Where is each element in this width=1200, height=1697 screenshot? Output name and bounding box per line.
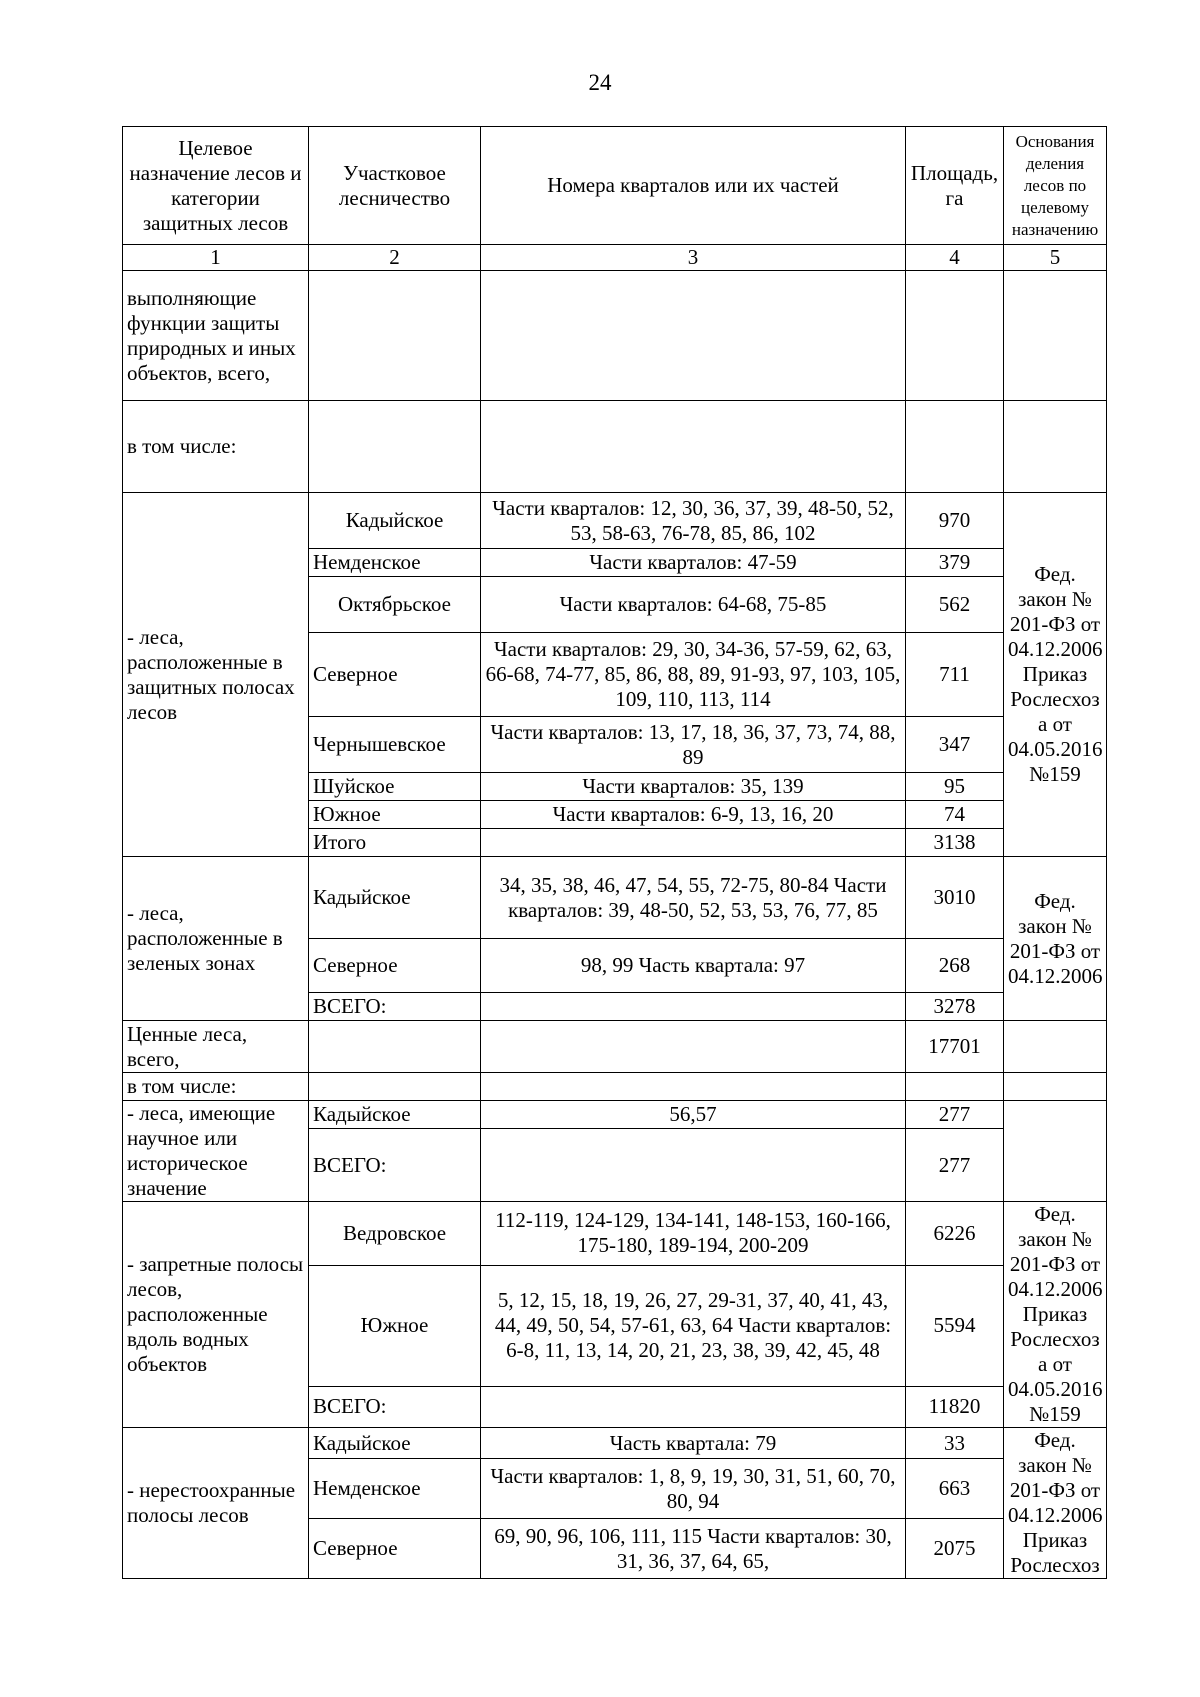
district-cell: Кадыйское xyxy=(309,493,481,549)
area-cell: 3278 xyxy=(906,993,1004,1021)
district-cell: Северное xyxy=(309,633,481,717)
quarters-cell: Части кварталов: 29, 30, 34-36, 57-59, 62, 63, 66-68, 74-77, 85, 86, 88, 89, 91-93, 97, 103, 105, 109, 110, 113, 114 xyxy=(481,633,906,717)
column-index: 3 xyxy=(481,245,906,271)
district-cell: Кадыйское xyxy=(309,857,481,939)
district-cell: Северное xyxy=(309,939,481,993)
district-cell: Шуйское xyxy=(309,773,481,801)
district-cell: Ведровское xyxy=(309,1202,481,1266)
quarters-cell: 69, 90, 96, 106, 111, 115 Части кварталов: 30, 31, 36, 37, 64, 65, xyxy=(481,1519,906,1579)
district-cell: ВСЕГО: xyxy=(309,993,481,1021)
area-cell: 268 xyxy=(906,939,1004,993)
area-cell: 347 xyxy=(906,717,1004,773)
district-cell: Кадыйское xyxy=(309,1428,481,1459)
column-index: 5 xyxy=(1004,245,1107,271)
page-number: 24 xyxy=(588,70,612,95)
basis-cell: Фед. закон № 201-ФЗ от 04.12.2006 Приказ Рослесхоз а от 04.05.2016 №159 xyxy=(1004,1202,1107,1428)
purpose-cell: - леса, имеющие научное или историческое значение xyxy=(123,1101,309,1202)
header-district: Участковое лесничество xyxy=(309,127,481,245)
header-purpose: Целевое назначение лесов и категории защитных лесов xyxy=(123,127,309,245)
district-cell: ВСЕГО: xyxy=(309,1386,481,1427)
area-cell: 33 xyxy=(906,1428,1004,1459)
district-cell: Немденское xyxy=(309,549,481,577)
area-cell: 11820 xyxy=(906,1386,1004,1427)
quarters-cell xyxy=(481,993,906,1021)
quarters-cell: 98, 99 Часть квартала: 97 xyxy=(481,939,906,993)
column-index: 4 xyxy=(906,245,1004,271)
column-index: 2 xyxy=(309,245,481,271)
quarters-cell: Части кварталов: 35, 139 xyxy=(481,773,906,801)
area-cell: 95 xyxy=(906,773,1004,801)
area-cell: 3138 xyxy=(906,829,1004,857)
header-quarters: Номера кварталов или их частей xyxy=(481,127,906,245)
quarters-cell: 5, 12, 15, 18, 19, 26, 27, 29-31, 37, 40, 41, 43, 44, 49, 50, 54, 57-61, 63, 64 Части кварталов: 6-8, 11, 13, 14, 20, 21, 23, 38, 39, 42, 45, 48 xyxy=(481,1265,906,1386)
area-cell: 970 xyxy=(906,493,1004,549)
purpose-cell: - запретные полосы лесов, расположенные вдоль водных объектов xyxy=(123,1202,309,1428)
quarters-cell: Части кварталов: 47-59 xyxy=(481,549,906,577)
basis-cell: Фед. закон № 201-ФЗ от 04.12.2006 Приказ Рослесхоз xyxy=(1004,1428,1107,1579)
header-basis: Основания деления лесов по целевому назначению xyxy=(1004,127,1107,245)
purpose-cell: - нерестоохранные полосы лесов xyxy=(123,1428,309,1579)
area-cell: 663 xyxy=(906,1459,1004,1519)
quarters-cell: Части кварталов: 1, 8, 9, 19, 30, 31, 51, 60, 70, 80, 94 xyxy=(481,1459,906,1519)
area-cell: 2075 xyxy=(906,1519,1004,1579)
area-cell: 5594 xyxy=(906,1265,1004,1386)
quarters-cell: Часть квартала: 79 xyxy=(481,1428,906,1459)
purpose-cell: - леса, расположенные в защитных полосах лесов xyxy=(123,493,309,857)
quarters-cell: 56,57 xyxy=(481,1101,906,1129)
quarters-cell: Части кварталов: 64-68, 75-85 xyxy=(481,577,906,633)
district-cell: Кадыйское xyxy=(309,1101,481,1129)
district-cell: Южное xyxy=(309,801,481,829)
area-cell: 277 xyxy=(906,1101,1004,1129)
quarters-cell: 34, 35, 38, 46, 47, 54, 55, 72-75, 80-84 Части кварталов: 39, 48-50, 52, 53, 53, 76, 77, 85 xyxy=(481,857,906,939)
area-cell: 379 xyxy=(906,549,1004,577)
area-cell: 17701 xyxy=(906,1021,1004,1073)
table-row xyxy=(123,1428,1107,1459)
table-row xyxy=(123,271,1107,401)
area-cell: 3010 xyxy=(906,857,1004,939)
district-cell: Чернышевское xyxy=(309,717,481,773)
district-cell: ВСЕГО: xyxy=(309,1129,481,1202)
table-row xyxy=(123,1073,1107,1101)
area-cell: 6226 xyxy=(906,1202,1004,1266)
quarters-cell xyxy=(481,829,906,857)
area-cell: 74 xyxy=(906,801,1004,829)
quarters-cell xyxy=(481,1386,906,1427)
table-row xyxy=(123,1101,1107,1129)
purpose-cell: Ценные леса, всего, xyxy=(123,1021,309,1073)
purpose-cell: в том числе: xyxy=(123,1073,309,1101)
district-cell: Октябрьское xyxy=(309,577,481,633)
table-row xyxy=(123,857,1107,939)
forest-purpose-table xyxy=(122,126,1107,1579)
header-area: Площадь, га xyxy=(906,127,1004,245)
quarters-cell: 112-119, 124-129, 134-141, 148-153, 160-166, 175-180, 189-194, 200-209 xyxy=(481,1202,906,1266)
purpose-cell: - леса, расположенные в зеленых зонах xyxy=(123,857,309,1021)
district-cell: Итого xyxy=(309,829,481,857)
table-row xyxy=(123,1021,1107,1073)
basis-cell: Фед. закон № 201-ФЗ от 04.12.2006 Приказ Рослесхоз а от 04.05.2016 №159 xyxy=(1004,493,1107,857)
quarters-cell: Части кварталов: 6-9, 13, 16, 20 xyxy=(481,801,906,829)
district-cell: Немденское xyxy=(309,1459,481,1519)
quarters-cell xyxy=(481,1129,906,1202)
purpose-cell: выполняющие функции защиты природных и иных объектов, всего, xyxy=(123,271,309,401)
district-cell: Северное xyxy=(309,1519,481,1579)
area-cell: 277 xyxy=(906,1129,1004,1202)
area-cell: 562 xyxy=(906,577,1004,633)
basis-cell: Фед. закон № 201-ФЗ от 04.12.2006 xyxy=(1004,857,1107,1021)
quarters-cell: Части кварталов: 13, 17, 18, 36, 37, 73, 74, 88, 89 xyxy=(481,717,906,773)
header-row xyxy=(123,127,1107,245)
quarters-cell: Части кварталов: 12, 30, 36, 37, 39, 48-50, 52, 53, 58-63, 76-78, 85, 86, 102 xyxy=(481,493,906,549)
column-index: 1 xyxy=(123,245,309,271)
district-cell: Южное xyxy=(309,1265,481,1386)
area-cell: 711 xyxy=(906,633,1004,717)
table-row xyxy=(123,493,1107,549)
purpose-cell: в том числе: xyxy=(123,401,309,493)
column-index-row xyxy=(123,245,1107,271)
table-row xyxy=(123,1202,1107,1266)
table-row xyxy=(123,401,1107,493)
